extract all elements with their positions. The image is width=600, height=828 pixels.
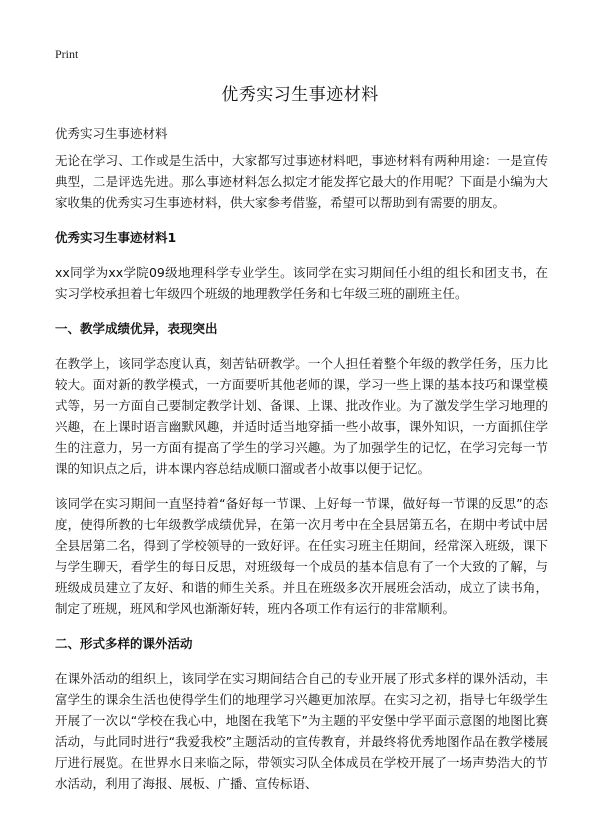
body-paragraph: xx同学为xx学院09级地理科学专业学生。该同学在实习期间任小组的组长和团支书，在实习学校承担着七年级四个班级的地理教学任务和七年级三班的副班主任。 xyxy=(55,265,548,301)
intro-paragraph: 无论在学习、工作或是生活中，大家都写过事迹材料吧，事迹材料有两种用途：一是宣传典型，二是评选先进。那么事迹材料怎么拟定才能发挥它最大的作用呢？下面是小编为大家收集的优秀实习生事迹材料，供大家参考借鉴，希望可以帮助到有需要的朋友。 xyxy=(55,153,548,210)
body-paragraph: 在教学上，该同学态度认真，刻苦钻研教学。一个人担任着整个年级的教学任务，压力比较大。面对新的教学模式，一方面要听其他老师的课，学习一些上课的基本技巧和课堂模式等，另一方面自己要制定教学计划、备课、上课、批改作业。为了激发学生学习地理的兴趣，在上课时语言幽默风趣，并适时适当地穿插一些小故事，课外知识，一方面抓住学生的注意力，另一方面有提高了学生的学习兴趣。为了加强学生的记忆，在学习完每一节课的知识点之后，讲本课内容总结成顺口溜或者小故事以便于记忆。 xyxy=(55,356,548,476)
document-body xyxy=(55,150,548,808)
section-heading: 优秀实习生事迹材料1 xyxy=(55,230,177,245)
body-paragraph: 在课外活动的组织上，该同学在实习期间结合自己的专业开展了形式多样的课外活动，丰富学生的课余生活也使得学生们的地理学习兴趣更加浓厚。在实习之初，指导七年级学生开展了一次以“学校在我心中，地图在我笔下”为主题的平安堡中学平面示意图的地图比赛活动，与此同时进行“我爱我校”主题活动的宣传教育，并最终将优秀地图作品在教学楼展厅进行展览。在世界水日来临之际，带领实习队全体成员在学校开展了一场声势浩大的节水活动，利用了海报、展板、广播、宣传标语、 xyxy=(55,671,548,791)
section-heading: 二、形式多样的课外活动 xyxy=(55,636,193,651)
body-paragraph: 该同学在实习期间一直坚持着“备好每一节课、上好每一节课，做好每一节课的反思”的态度，使得所教的七年级教学成绩优异，在第一次月考中在全县居第五名，在期中考试中居全县居第二名，得到了学校领导的一致好评。在任实习班主任期间，经常深入班级，课下与学生聊天，看学生的每日反思，对班级每一个成员的基本信息有了一个大致的了解，与班级成员建立了友好、和谐的师生关系。并且在班级多次开展班会活动，成立了读书角，制定了班规，班风和学风也渐渐好转，班内各项工作有运行的非常顺利。 xyxy=(55,496,548,616)
document-title: 优秀实习生事迹材料 xyxy=(221,85,379,105)
section-heading: 一、教学成绩优异，表现突出 xyxy=(55,321,218,336)
print-link[interactable]: Print xyxy=(55,47,79,61)
document-subtitle: 优秀实习生事迹材料 xyxy=(55,126,168,141)
